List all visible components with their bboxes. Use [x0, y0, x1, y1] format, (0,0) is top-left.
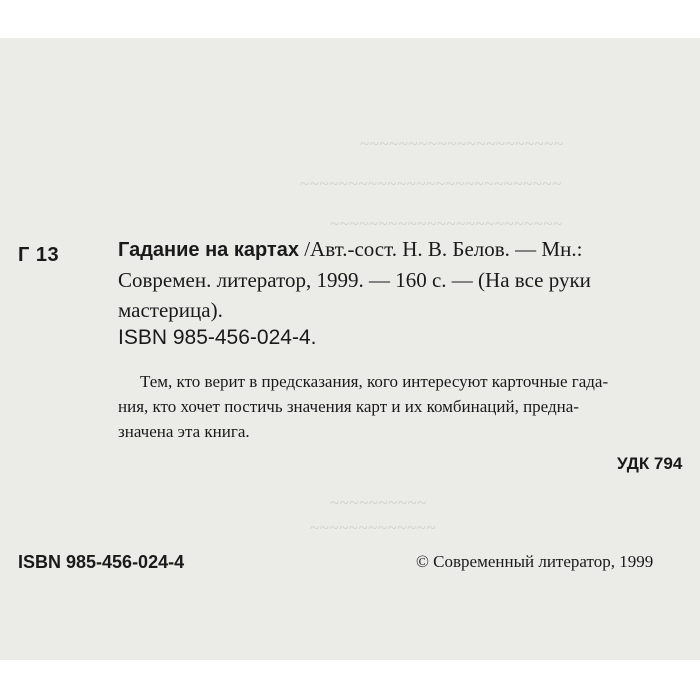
- show-through-text: ~~~~~~~~~~~~~~~~~~~~~~~~: [330, 214, 563, 233]
- bibliographic-line-3: мастерица).: [118, 298, 223, 322]
- isbn-entry: ISBN 985-456-024-4.: [118, 326, 317, 349]
- footer-isbn: ISBN 985-456-024-4: [18, 552, 185, 572]
- annotation-line: значена эта книга.: [118, 422, 250, 441]
- udk-code: УДК 794: [617, 454, 683, 473]
- show-through-text: ~~~~~~~~~~~~~~~~~~~~~: [360, 134, 564, 153]
- annotation-line: ния, кто хочет постичь значения карт и их комбинаций, предна-: [118, 397, 579, 416]
- book-imprint-page: [0, 38, 700, 660]
- annotation-line: Тем, кто верит в предсказания, кого интересуют карточные гада-: [140, 372, 609, 391]
- bibliographic-line-2: Современ. литератор, 1999. — 160 с. — (На все руки: [118, 268, 591, 292]
- copyright-notice: © Современный литератор, 1999: [416, 552, 654, 571]
- show-through-text: ~~~~~~~~~~: [330, 493, 427, 512]
- catalog-index-code: Г 13: [18, 244, 60, 266]
- book-title: Гадание на картах: [118, 239, 299, 261]
- bibliographic-entry: [118, 234, 700, 325]
- annotation: [118, 369, 696, 444]
- bibliographic-line-1: [118, 234, 700, 265]
- show-through-text: ~~~~~~~~~~~~~~~~~~~~~~~~~~~: [300, 174, 562, 193]
- author-compiler: /Авт.-сост. Н. В. Белов. — Мн.:: [298, 237, 583, 261]
- show-through-text: ~~~~~~~~~~~~~: [310, 518, 437, 537]
